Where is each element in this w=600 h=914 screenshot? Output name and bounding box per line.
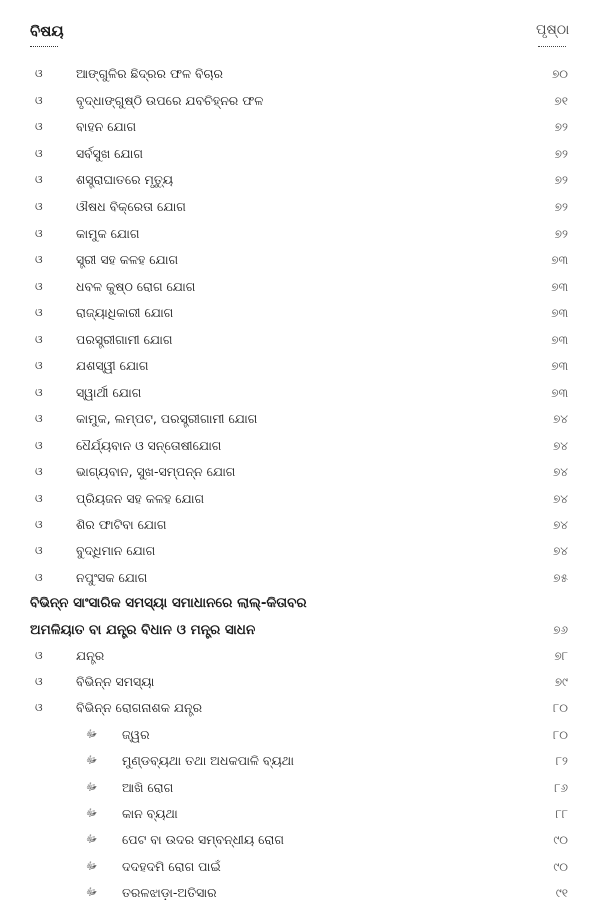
toc-entry <box>0 407 600 431</box>
toc-entry <box>0 566 600 590</box>
entry-page-number: ୭୫ <box>553 571 568 585</box>
toc-entry <box>0 644 600 668</box>
bullet-icon: ଓ <box>35 306 43 319</box>
entry-page-number: ୭୦ <box>551 67 568 81</box>
entry-page-number: ୮୦ <box>553 701 568 715</box>
entry-page-number: ୭୪ <box>552 465 568 479</box>
toc-entry <box>0 354 600 378</box>
toc-entry <box>0 460 600 484</box>
entry-title: ରାଜ୍ୟାଧିକାରୀ ଯୋଗ <box>76 305 174 320</box>
entry-title: ମୁଣ୍ଡବ୍ୟଥା ତଥା ଅଧକପାଳି ବ୍ୟଥା <box>122 753 294 768</box>
entry-title: ବିଭିନ୍ନ ରୋଗନାଶକ ଯନ୍ତ୍ର <box>76 700 203 715</box>
entry-title: କାମୁକ, ଲମ୍ପଟ, ପରସ୍ତ୍ରୀଗାମୀ ଯୋଗ <box>76 411 258 426</box>
entry-title: ବାହନ ଯୋଗ <box>76 119 137 134</box>
entry-title: ଔଷଧ ବିକ୍ରେତା ଯୋଗ <box>76 199 186 214</box>
bullet-icon: ଓ <box>35 571 43 584</box>
sub-bullet-icon: ﷻ <box>86 782 98 793</box>
entry-page-number: ୭୪ <box>552 492 568 506</box>
entry-title: ବୃଦ୍ଧାଙ୍ଗୁଷ୍ଠି ଉପରେ ଯବଚିହ୍ନର ଫଳ <box>76 93 264 108</box>
toc-entry <box>0 696 600 720</box>
entry-page-number: ୭୩ <box>551 333 568 347</box>
entry-page-number: ୭୩ <box>551 359 568 373</box>
toc-entry <box>0 855 600 879</box>
toc-entry <box>0 723 600 747</box>
entry-page-number: ୭୨ <box>554 173 568 187</box>
bullet-icon: ଓ <box>35 675 43 688</box>
sub-bullet-icon: ﷻ <box>86 861 98 872</box>
entry-title: ବୁଦ୍ଧିମାନ ଯୋଗ <box>76 543 156 558</box>
entry-title: ନପୁଂସକ ଯୋଗ <box>76 570 148 585</box>
entry-page-number: ୭୪ <box>552 518 568 532</box>
entry-title: ପେଟ ବା ଉଦର ସମ୍ବନ୍ଧୀୟ ରୋଗ <box>122 832 284 847</box>
page-heading: ପୃଷ୍ଠା <box>536 22 570 38</box>
bullet-icon: ଓ <box>35 147 43 160</box>
toc-entry <box>0 828 600 852</box>
entry-page-number: ୮୦ <box>553 728 568 742</box>
entry-title: ପରସ୍ତ୍ରୀଗାମୀ ଯୋଗ <box>76 332 173 347</box>
toc-entry <box>0 275 600 299</box>
entry-page-number: ୭୯ <box>554 675 568 689</box>
entry-page-number: ୭୮ <box>554 649 568 663</box>
toc-entry <box>0 62 600 86</box>
toc-entry <box>0 168 600 192</box>
sub-bullet-icon: ﷻ <box>86 887 98 898</box>
entry-page-number: ୭୨ <box>554 147 568 161</box>
entry-page-number: ୭୩ <box>551 253 568 267</box>
bullet-icon: ଓ <box>35 649 43 662</box>
entry-title: ଜ୍ୱର <box>122 727 150 742</box>
entry-title: କାନ ବ୍ୟଥା <box>122 806 178 821</box>
toc-entry <box>0 776 600 800</box>
entry-title: ବିଭିନ୍ନ ସମସ୍ୟା <box>76 674 155 689</box>
bullet-icon: ଓ <box>35 701 43 714</box>
toc-entry <box>0 89 600 113</box>
entry-page-number: ୭୨ <box>554 200 568 214</box>
entry-title: ଶସ୍ତ୍ରାଘାତରେ ମୃତ୍ୟୁ <box>76 172 174 187</box>
bullet-icon: ଓ <box>35 200 43 213</box>
toc-entry <box>0 248 600 272</box>
entry-title: ଆଙ୍ଗୁଳିର ଛିଦ୍ରର ଫଳ ବିଚାର <box>76 66 223 81</box>
entry-page-number: ୭୩ <box>551 386 568 400</box>
toc-entry <box>0 195 600 219</box>
sub-bullet-icon: ﷻ <box>86 729 98 740</box>
bullet-icon: ଓ <box>35 492 43 505</box>
entry-page-number: ୭୪ <box>552 544 568 558</box>
entry-page-number: ୭୬ <box>553 623 568 637</box>
toc-entry <box>0 381 600 405</box>
bullet-icon: ଓ <box>35 94 43 107</box>
entry-page-number: ୭୩ <box>551 306 568 320</box>
entry-page-number: ୯୦ <box>553 860 568 874</box>
bullet-icon: ଓ <box>35 439 43 452</box>
entry-page-number: ୭୨ <box>554 227 568 241</box>
entry-page-number: ୮୮ <box>555 807 568 821</box>
bullet-icon: ଓ <box>35 465 43 478</box>
entry-title: ଧୈର୍ଯ୍ୟବାନ ଓ ସନ୍ତୋଷୀଯୋଗ <box>76 438 222 453</box>
entry-title: ପ୍ରିୟଜନ ସହ କଳହ ଯୋଗ <box>76 491 205 506</box>
entry-title: ସର୍ବସୁଖ ଯୋଗ <box>76 146 143 161</box>
subject-heading-underline <box>30 46 58 47</box>
entry-page-number: ୯୦ <box>553 833 568 847</box>
toc-entry <box>0 670 600 694</box>
bullet-icon: ଓ <box>35 333 43 346</box>
toc-entry <box>0 301 600 325</box>
toc-entry <box>0 142 600 166</box>
subject-heading: ବିଷୟ <box>30 22 64 40</box>
entry-page-number: ୯୧ <box>555 886 568 900</box>
section-heading <box>0 618 600 642</box>
bullet-icon: ଓ <box>35 412 43 425</box>
bullet-icon: ଓ <box>35 253 43 266</box>
toc-entry <box>0 802 600 826</box>
toc-entry <box>0 115 600 139</box>
entry-title: କାମୁକ ଯୋଗ <box>76 226 140 241</box>
bullet-icon: ଓ <box>35 386 43 399</box>
bullet-icon: ଓ <box>35 227 43 240</box>
entry-title: ଅମଳିୟାତ ବା ଯନ୍ତ୍ର ବିଧାନ ଓ ମନ୍ତ୍ର ସାଧନ <box>30 622 256 638</box>
entry-page-number: ୮୨ <box>555 754 568 768</box>
entry-page-number: ୮୬ <box>554 781 568 795</box>
entry-page-number: ୭୧ <box>554 94 568 108</box>
bullet-icon: ଓ <box>35 67 43 80</box>
sub-bullet-icon: ﷻ <box>86 755 98 766</box>
entry-title: ଭାଗ୍ୟବାନ, ସୁଖ-ସମ୍ପନ୍ନ ଯୋଗ <box>76 464 236 479</box>
entry-title: ଦଦହଦମି ରୋଗ ପାଇଁ <box>122 859 221 874</box>
entry-title: ବିଭିନ୍ନ ସାଂସାରିକ ସମସ୍ୟା ସମାଧାନରେ ଲାଲ୍-କିତାବର <box>30 595 307 611</box>
entry-title: ଯଶସ୍ୱୀ ଯୋଗ <box>76 358 149 373</box>
toc-entry <box>0 513 600 537</box>
sub-bullet-icon: ﷻ <box>86 834 98 845</box>
toc-entry <box>0 539 600 563</box>
entry-page-number: ୭୨ <box>554 120 568 134</box>
entry-title: ସ୍ତ୍ରୀ ସହ କଳହ ଯୋଗ <box>76 252 179 267</box>
toc-entry <box>0 487 600 511</box>
toc-entry <box>0 749 600 773</box>
entry-page-number: ୭୩ <box>551 280 568 294</box>
toc-entry <box>0 434 600 458</box>
entry-title: ସ୍ୱାର୍ଥୀ ଯୋଗ <box>76 385 142 400</box>
entry-title: ଶିର ଫାଟିବା ଯୋଗ <box>76 517 167 532</box>
entry-title: ତରଳଝାଡ଼ା-ଅତିସାର <box>122 885 217 900</box>
entry-title: ଆଖି ରୋଗ <box>122 780 174 795</box>
bullet-icon: ଓ <box>35 280 43 293</box>
entry-page-number: ୭୪ <box>552 439 568 453</box>
toc-entry <box>0 328 600 352</box>
page-heading-underline <box>538 46 566 47</box>
entry-title: ଯନ୍ତ୍ର <box>76 648 105 663</box>
entry-title: ଧବଳ କୁଷ୍ଠ ରୋଗ ଯୋଗ <box>76 279 196 294</box>
toc-entry <box>0 222 600 246</box>
bullet-icon: ଓ <box>35 518 43 531</box>
bullet-icon: ଓ <box>35 173 43 186</box>
bullet-icon: ଓ <box>35 544 43 557</box>
section-heading <box>0 591 600 615</box>
entry-page-number: ୭୪ <box>552 412 568 426</box>
sub-bullet-icon: ﷻ <box>86 808 98 819</box>
bullet-icon: ଓ <box>35 359 43 372</box>
bullet-icon: ଓ <box>35 120 43 133</box>
toc-entry <box>0 881 600 905</box>
